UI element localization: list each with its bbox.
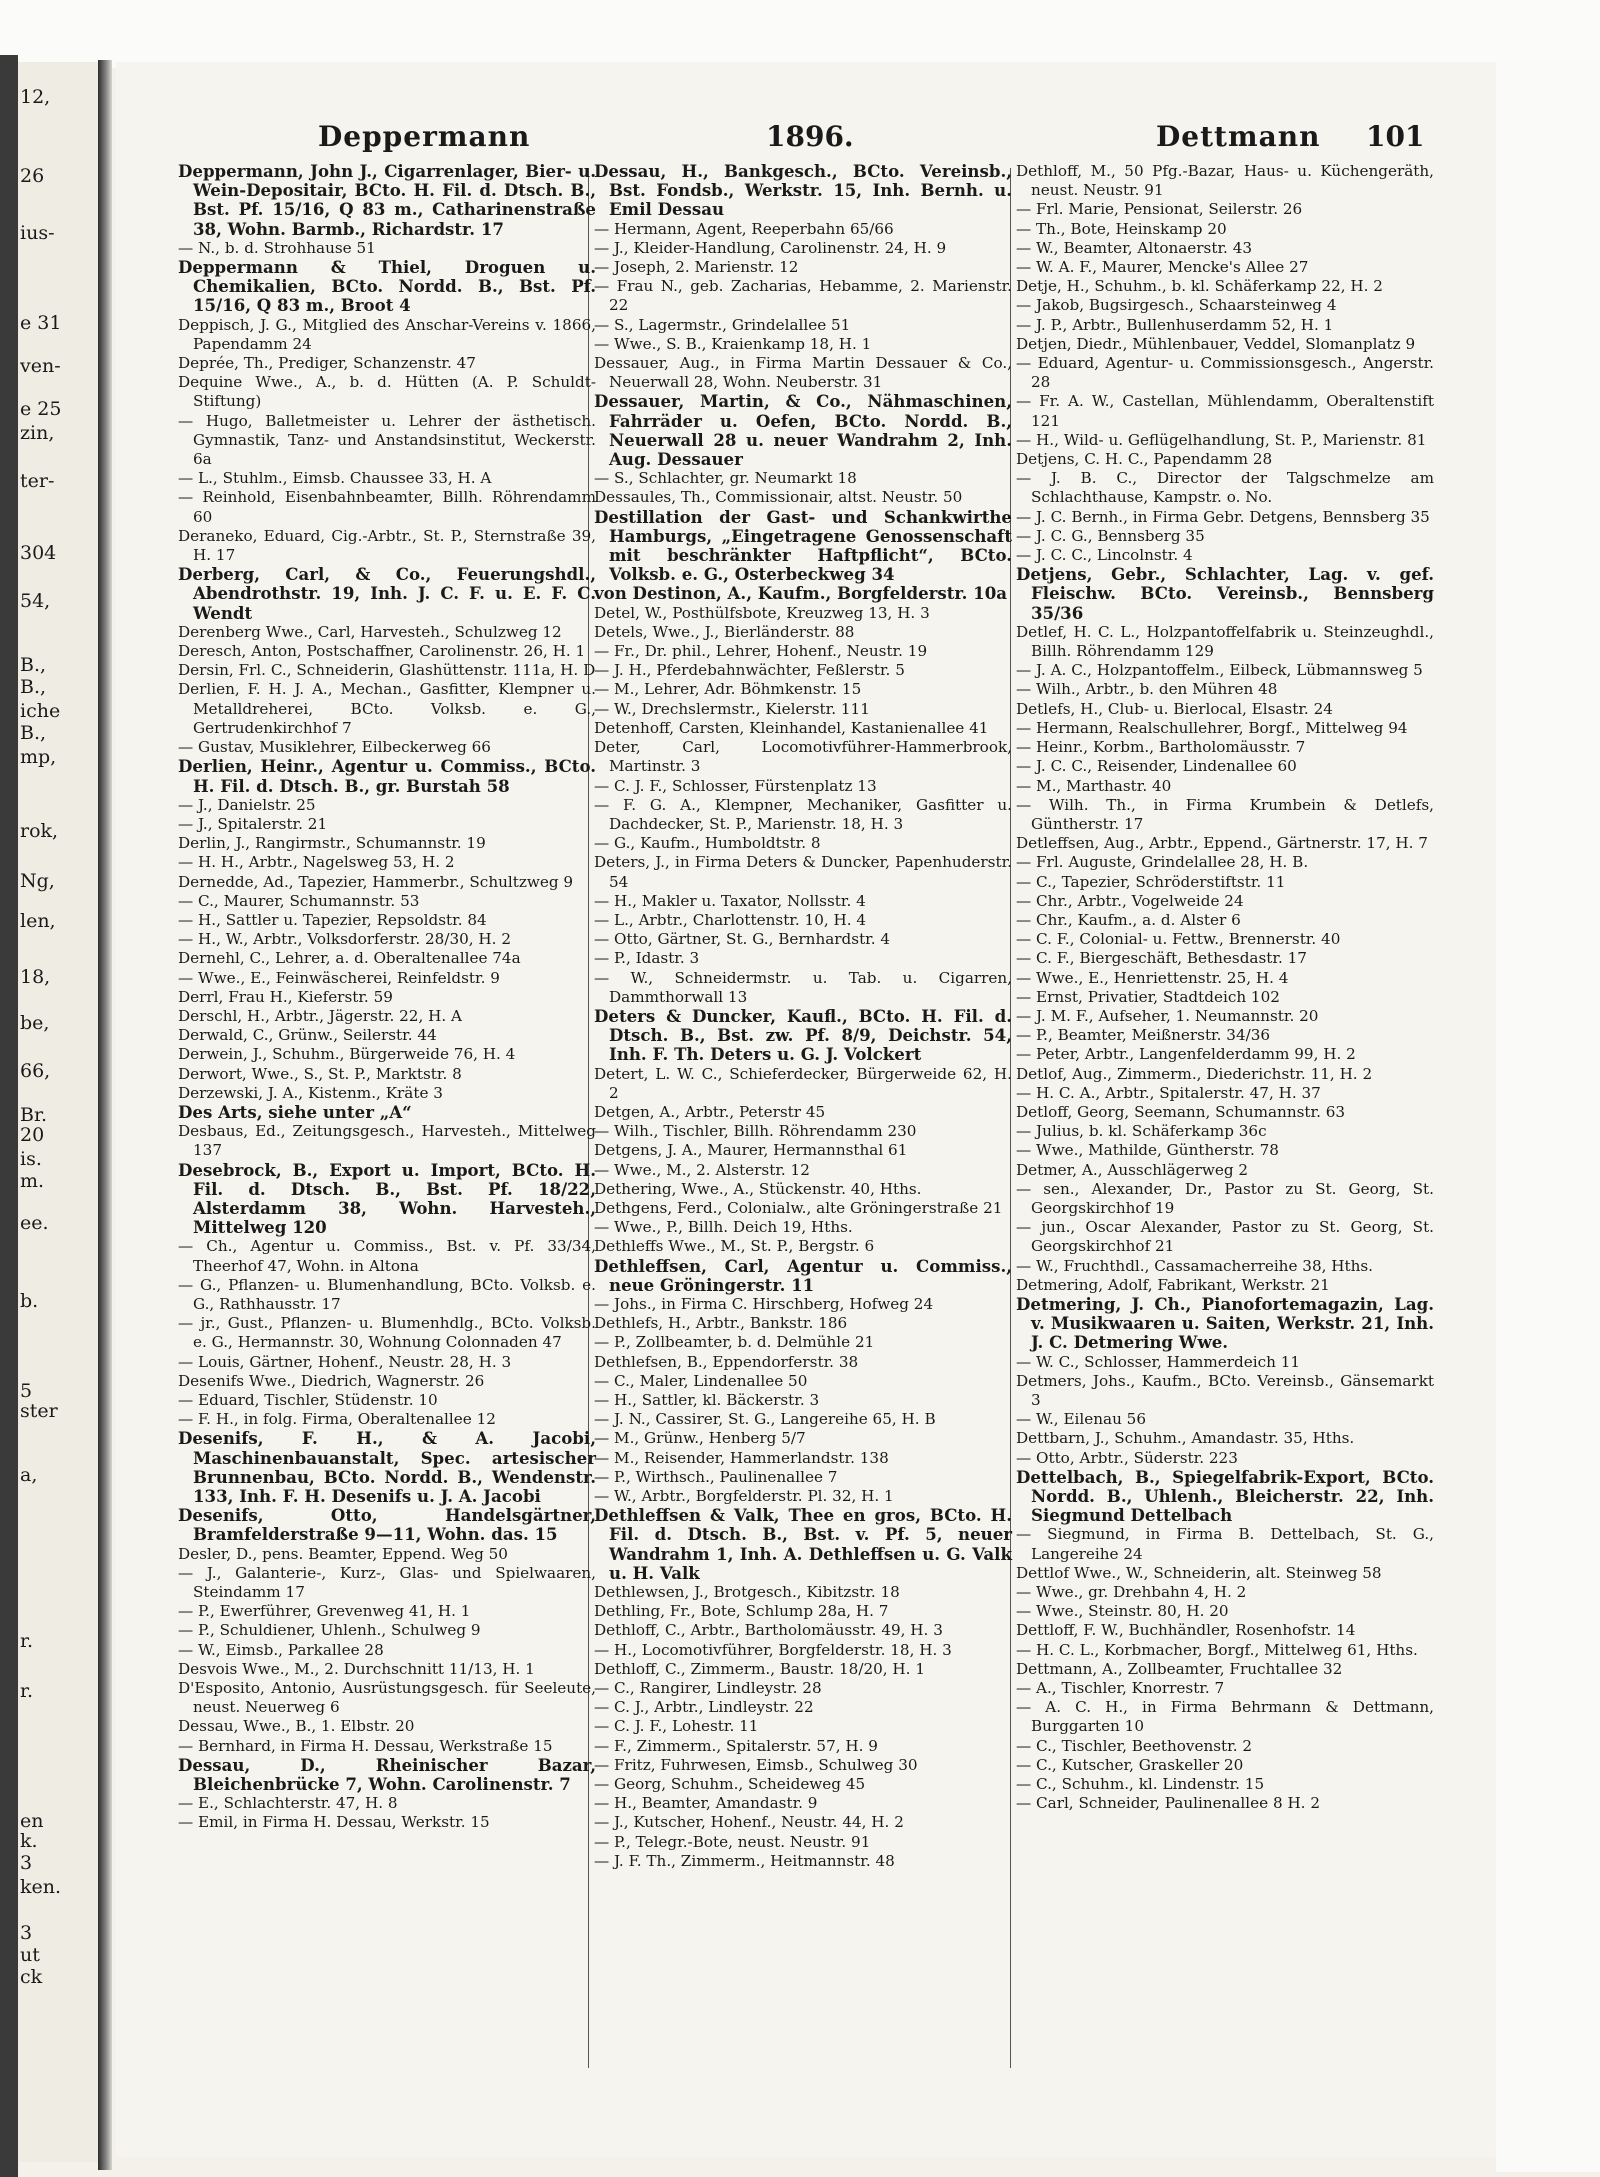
directory-entry: Derrl, Frau H., Kieferstr. 59 xyxy=(178,987,393,1006)
previous-page-text-fragment: 26 xyxy=(20,165,45,187)
directory-entry: — M., Lehrer, Adr. Böhmkenstr. 15 xyxy=(594,680,862,699)
directory-entry: — Wwe., Steinstr. 80, H. 20 xyxy=(1016,1602,1229,1621)
directory-entry: — Hermann, Realschullehrer, Borgf., Mittelweg 94 xyxy=(1016,718,1408,737)
directory-entry: — P., Beamter, Meißnerstr. 34/36 xyxy=(1016,1026,1271,1045)
previous-page-text-fragment: e 31 xyxy=(20,312,62,334)
directory-entry: — H. C. A., Arbtr., Spitalerstr. 47, H. 37 xyxy=(1016,1083,1321,1102)
directory-entry: Desvois Wwe., M., 2. Durchschnitt 11/13, H. 1 xyxy=(178,1659,535,1678)
previous-page-text-fragment: B., xyxy=(20,722,47,744)
directory-entry: — G., Pflanzen- u. Blumenhandlung, BCto. Volksb. e. G., Rathhausstr. 17 xyxy=(178,1275,596,1313)
directory-entry: — J. F. Th., Zimmerm., Heitmannstr. 48 xyxy=(594,1851,895,1870)
directory-entry: — H., Locomotivführer, Borgfelderstr. 18, H. 3 xyxy=(594,1640,952,1659)
directory-entry: — Peter, Arbtr., Langenfelderdamm 99, H. 2 xyxy=(1016,1045,1356,1064)
directory-entry: — H., W., Arbtr., Volksdorferstr. 28/30, H. 2 xyxy=(178,930,511,949)
directory-entry: — Wilh., Arbtr., b. den Mühren 48 xyxy=(1016,680,1278,699)
directory-entry: — J., Galanterie-, Kurz-, Glas- und Spielwaaren, Steindamm 17 xyxy=(178,1563,596,1602)
directory-entry: Detmer, A., Ausschlägerweg 2 xyxy=(1016,1160,1249,1179)
directory-entry: Detel, W., Posthülfsbote, Kreuzweg 13, H. 3 xyxy=(594,603,930,622)
directory-entry: — H., Sattler u. Tapezier, Repsoldstr. 84 xyxy=(178,910,487,929)
directory-entry: — Hugo, Balletmeister u. Lehrer der ästhetisch. Gymnastik, Tanz- und Anstandsinstitut, Weckerstr. 6a xyxy=(178,411,596,469)
directory-entry: Deppermann, John J., Cigarrenlager, Bier- u. Wein-Depositair, BCto. H. Fil. d. Dtsch. B., Bst. Pf. 15/16, Q 83 m., Catharinenstraße 38, Wohn. Barmb., Richardstr. 17 xyxy=(178,161,596,239)
directory-entry: — F. G. A., Klempner, Mechaniker, Gasfitter u. Dachdecker, St. P., Marienstr. 18, H. 3 xyxy=(594,795,1012,833)
directory-entry: Deresch, Anton, Postschaffner, Carolinenstr. 26, H. 1 xyxy=(178,642,586,661)
previous-page-text-fragment: mp, xyxy=(20,746,57,768)
directory-entry: Deprée, Th., Prediger, Schanzenstr. 47 xyxy=(178,354,476,373)
directory-entry: — W., Eilenau 56 xyxy=(1016,1410,1147,1429)
directory-entry: — L., Stuhlm., Eimsb. Chaussee 33, H. A xyxy=(178,469,492,488)
directory-entry: — Louis, Gärtner, Hohenf., Neustr. 28, H. 3 xyxy=(178,1352,512,1371)
directory-entry: — Wilh., Tischler, Billh. Röhrendamm 230 xyxy=(594,1122,917,1141)
directory-entry: Detjens, C. H. C., Papendamm 28 xyxy=(1016,450,1273,469)
directory-entry: Desler, D., pens. Beamter, Eppend. Weg 50 xyxy=(178,1544,508,1563)
directory-entry: Desenifs, F. H., & A. Jacobi, Maschinenbauanstalt, Spec. artesischer Brunnenbau, BCto. Nordd. B., Wendenstr. 133, Inh. F. H. Desenifs u. J. A. Jacobi xyxy=(178,1428,596,1507)
directory-entry: — J., Danielstr. 25 xyxy=(178,795,316,814)
directory-entry: Dethleffsen & Valk, Thee en gros, BCto. H. Fil. d. Dtsch. B., Bst. v. Pf. 5, neuer Wandrahm 1, Inh. A. Dethleffsen u. G. Valk u. H. Valk xyxy=(594,1505,1012,1583)
directory-entry: — A. C. H., in Firma Behrmann & Dettmann, Burggarten 10 xyxy=(1016,1698,1434,1736)
directory-entry: Dettmann, A., Zollbeamter, Fruchtallee 32 xyxy=(1016,1659,1343,1678)
previous-page-text-fragment: zin, xyxy=(20,422,55,444)
directory-entry: — W. C., Schlosser, Hammerdeich 11 xyxy=(1016,1352,1301,1371)
directory-entry: — W., Beamter, Altonaerstr. 43 xyxy=(1016,238,1253,257)
directory-entry: Detmers, Johs., Kaufm., BCto. Vereinsb., Gänsemarkt 3 xyxy=(1016,1371,1434,1409)
previous-page-text-fragment: be, xyxy=(20,1012,50,1034)
directory-entry: — L., Arbtr., Charlottenstr. 10, H. 4 xyxy=(594,910,867,929)
directory-entry: — jun., Oscar Alexander, Pastor zu St. Georg, St. Georgskirchhof 21 xyxy=(1016,1218,1434,1256)
directory-page xyxy=(116,62,1496,2157)
directory-entry: — Wwe., gr. Drehbahn 4, H. 2 xyxy=(1016,1583,1247,1602)
directory-entry: — Reinhold, Eisenbahnbeamter, Billh. Röhrendamm 60 xyxy=(178,488,596,526)
directory-entry: — Heinr., Korbm., Bartholomäusstr. 7 xyxy=(1016,738,1306,757)
directory-entry: — Jakob, Bugsirgesch., Schaarsteinweg 4 xyxy=(1016,296,1337,315)
directory-entry: — Frl. Auguste, Grindelallee 28, H. B. xyxy=(1016,853,1309,872)
directory-entry: — W., Arbtr., Borgfelderstr. Pl. 32, H. 1 xyxy=(594,1487,894,1506)
directory-entry: — Gustav, Musiklehrer, Eilbeckerweg 66 xyxy=(178,738,491,757)
directory-entry: — Julius, b. kl. Schäferkamp 36c xyxy=(1016,1122,1267,1141)
directory-entry: — W., Fruchthdl., Cassamacherreihe 38, Hths. xyxy=(1016,1256,1374,1275)
directory-entry: von Destinon, A., Kaufm., Borgfelderstr. 10a xyxy=(594,583,1007,604)
directory-entry: — J., Kleider-Handlung, Carolinenstr. 24, H. 9 xyxy=(594,238,947,257)
directory-entry: — C. J. F., Lohestr. 11 xyxy=(594,1717,759,1736)
directory-entry: — P., Telegr.-Bote, neust. Neustr. 91 xyxy=(594,1832,871,1851)
directory-entry: Desebrock, B., Export u. Import, BCto. H. Fil. d. Dtsch. B., Bst. Pf. 18/22, Alsterdamm 38, Wohn. Harvesteh., Mittelweg 120 xyxy=(178,1159,596,1238)
directory-entry: — J. M. F., Aufseher, 1. Neumannstr. 20 xyxy=(1016,1006,1319,1025)
directory-entry: — Fr. A. W., Castellan, Mühlendamm, Oberaltenstift 121 xyxy=(1016,392,1434,430)
previous-page-text-fragment: B., xyxy=(20,654,47,676)
directory-entry: Derenberg Wwe., Carl, Harvesteh., Schulzweg 12 xyxy=(178,622,562,641)
directory-entry: Dessauer, Aug., in Firma Martin Dessauer & Co., Neuerwall 28, Wohn. Neuberstr. 31 xyxy=(594,354,1012,392)
directory-entry: Dethlefs, H., Arbtr., Bankstr. 186 xyxy=(594,1314,848,1333)
running-header xyxy=(116,120,1496,160)
previous-page-text-fragment: a, xyxy=(20,1464,38,1486)
directory-entry: — J. N., Cassirer, St. G., Langereihe 65, H. B xyxy=(594,1410,936,1429)
directory-entry: — W., Schneidermstr. u. Tab. u. Cigarren, Dammthorwall 13 xyxy=(594,968,1012,1006)
directory-entry: Desenifs Wwe., Diedrich, Wagnerstr. 26 xyxy=(178,1371,485,1390)
directory-entry: — J., Spitalerstr. 21 xyxy=(178,814,328,833)
previous-page-text-fragment: Br. xyxy=(20,1104,47,1126)
directory-entry: Dethgens, Ferd., Colonialw., alte Gröningerstraße 21 xyxy=(594,1198,1003,1217)
directory-entry: — J. C. C., Lincolnstr. 4 xyxy=(1016,546,1193,565)
directory-entry: — J., Kutscher, Hohenf., Neustr. 44, H. 2 xyxy=(594,1813,904,1832)
directory-entry: — F. H., in folg. Firma, Oberaltenallee 12 xyxy=(178,1410,496,1429)
directory-entry: Dessaules, Th., Commissionair, altst. Neustr. 50 xyxy=(594,488,963,507)
directory-entry: — F., Zimmerm., Spitalerstr. 57, H. 9 xyxy=(594,1736,878,1755)
directory-entry: Dettbarn, J., Schuhm., Amandastr. 35, Hths. xyxy=(1016,1429,1355,1448)
directory-entry: Dettloff, F. W., Buchhändler, Rosenhofstr. 14 xyxy=(1016,1621,1356,1640)
directory-entry: Deter, Carl, Locomotivführer-Hammerbrook, Martinstr. 3 xyxy=(594,738,1012,776)
directory-entry: — H., Wild- u. Geflügelhandlung, St. P., Marienstr. 81 xyxy=(1016,430,1427,449)
directory-entry: — Wwe., E., Henriettenstr. 25, H. 4 xyxy=(1016,968,1289,987)
directory-entry: Derwald, C., Grünw., Seilerstr. 44 xyxy=(178,1026,437,1045)
previous-page-text-fragment: Ng, xyxy=(20,870,55,892)
directory-entry: — M., Marthastr. 40 xyxy=(1016,776,1172,795)
previous-page-text-fragment: r. xyxy=(20,1630,34,1652)
directory-entry: — Frau N., geb. Zacharias, Hebamme, 2. Marienstr. 22 xyxy=(594,277,1012,315)
column-3 xyxy=(1016,162,1434,1813)
previous-page-text-fragment: iche xyxy=(20,700,61,722)
directory-entry: D'Esposito, Antonio, Ausrüstungsgesch. für Seeleute, neust. Neuerweg 6 xyxy=(178,1679,596,1717)
directory-entry: — Emil, in Firma H. Dessau, Werkstr. 15 xyxy=(178,1813,490,1832)
previous-page-text-fragment: 304 xyxy=(20,542,57,564)
directory-entry: — S., Schlachter, gr. Neumarkt 18 xyxy=(594,469,857,488)
directory-entry: — J. C. C., Reisender, Lindenallee 60 xyxy=(1016,757,1297,776)
directory-entry: Dersin, Frl. C., Schneiderin, Glashüttenstr. 111a, H. D xyxy=(178,661,596,680)
directory-entry: — Johs., in Firma C. Hirschberg, Hofweg 24 xyxy=(594,1294,934,1313)
directory-entry: — C. J. F., Schlosser, Fürstenplatz 13 xyxy=(594,776,877,795)
directory-entry: — M., Grünw., Henberg 5/7 xyxy=(594,1429,806,1448)
directory-entry: Dessau, H., Bankgesch., BCto. Vereinsb., Bst. Fondsb., Werkstr. 15, Inh. Bernh. u. Emil Dessau xyxy=(594,161,1012,220)
directory-entry: — H., Sattler, kl. Bäckerstr. 3 xyxy=(594,1391,820,1409)
directory-entry: — Wwe., M., 2. Alsterstr. 12 xyxy=(594,1160,810,1179)
previous-page-text-fragment: en xyxy=(20,1810,44,1832)
directory-entry: Dethling, Fr., Bote, Schlump 28a, H. 7 xyxy=(594,1602,889,1621)
directory-entry: — M., Reisender, Hammerlandstr. 138 xyxy=(594,1448,889,1467)
directory-entry: Derzewski, J. A., Kistenm., Kräte 3 xyxy=(178,1083,443,1102)
previous-page-text-fragment: 18, xyxy=(20,966,51,988)
previous-page-text-fragment: rok, xyxy=(20,820,59,842)
directory-entry: — H., Beamter, Amandastr. 9 xyxy=(594,1794,818,1813)
directory-entry: — Hermann, Agent, Reeperbahn 65/66 xyxy=(594,219,894,238)
previous-page-fragment xyxy=(18,62,100,2162)
book-gutter xyxy=(98,60,112,2170)
directory-entry: — E., Schlachterstr. 47, H. 8 xyxy=(178,1794,398,1813)
previous-page-text-fragment: b. xyxy=(20,1290,39,1312)
directory-entry: Detloff, Georg, Seemann, Schumannstr. 63 xyxy=(1016,1102,1346,1121)
directory-entry: Dequine Wwe., A., b. d. Hütten (A. P. Schuldt-Stiftung) xyxy=(178,373,596,411)
previous-page-text-fragment: ster xyxy=(20,1400,58,1422)
directory-entry: — Otto, Gärtner, St. G., Bernhardstr. 4 xyxy=(594,930,891,949)
directory-entry: — Fr., Dr. phil., Lehrer, Hohenf., Neustr. 19 xyxy=(594,642,928,661)
directory-entry: — C. F., Colonial- u. Fettw., Brennerstr. 40 xyxy=(1016,930,1341,949)
previous-page-text-fragment: ven- xyxy=(20,355,61,377)
directory-entry: — C., Tischler, Beethovenstr. 2 xyxy=(1016,1736,1253,1755)
directory-entry: — Eduard, Agentur- u. Commissionsgesch., Angerstr. 28 xyxy=(1016,354,1434,392)
directory-entry: Derwein, J., Schuhm., Bürgerweide 76, H. 4 xyxy=(178,1045,516,1064)
header-left-keyword: Deppermann xyxy=(318,120,531,153)
directory-entry: — Wwe., S. B., Kraienkamp 18, H. 1 xyxy=(594,334,872,353)
directory-entry: — S., Lagermstr., Grindelallee 51 xyxy=(594,315,851,334)
directory-entry: Dernehl, C., Lehrer, a. d. Oberaltenallee 74a xyxy=(178,949,521,968)
directory-entry: — Siegmund, in Firma B. Dettelbach, St. G., Langereihe 24 xyxy=(1016,1525,1434,1563)
directory-entry: Des Arts, siehe unter „A“ xyxy=(178,1101,412,1122)
directory-entry: — Carl, Schneider, Paulinenallee 8 H. 2 xyxy=(1016,1794,1321,1813)
previous-page-text-fragment: ut xyxy=(20,1944,40,1966)
directory-entry: Detgen, A., Arbtr., Peterstr 45 xyxy=(594,1102,826,1121)
directory-entry: — Th., Bote, Heinskamp 20 xyxy=(1016,219,1227,238)
directory-entry: — C. J., Arbtr., Lindleystr. 22 xyxy=(594,1698,814,1717)
directory-entry: Deppermann & Thiel, Droguen u. Chemikalien, BCto. Nordd. B., Bst. Pf. 15/16, Q 83 m., Broot 4 xyxy=(178,257,596,316)
directory-entry: Detels, Wwe., J., Bierländerstr. 88 xyxy=(594,622,855,641)
directory-entry: Deppisch, J. G., Mitglied des Anschar-Vereins v. 1866, Papendamm 24 xyxy=(178,315,596,353)
directory-entry: — Wilh. Th., in Firma Krumbein & Detlefs, Güntherstr. 17 xyxy=(1016,795,1434,833)
directory-entry: — P., Ewerführer, Grevenweg 41, H. 1 xyxy=(178,1602,471,1621)
column-1 xyxy=(178,162,596,1833)
directory-entry: Detmering, Adolf, Fabrikant, Werkstr. 21 xyxy=(1016,1275,1330,1294)
directory-entry: — H., Makler u. Taxator, Nollsstr. 4 xyxy=(594,891,866,910)
directory-entry: Detmering, J. Ch., Pianofortemagazin, Lag. v. Musikwaaren u. Saiten, Werkstr. 21, Inh. J. C. Detmering Wwe. xyxy=(1016,1293,1434,1353)
directory-entry: — C., Maler, Lindenallee 50 xyxy=(594,1371,808,1390)
previous-page-text-fragment: is. xyxy=(20,1148,42,1170)
directory-entry: Deters & Duncker, Kaufl., BCto. H. Fil. d. Dtsch. B., Bst. zw. Pf. 8/9, Deichstr. 54, Inh. F. Th. Deters u. G. J. Volckert xyxy=(594,1005,1012,1065)
directory-entry: — W., Drechslermstr., Kielerstr. 111 xyxy=(594,699,870,718)
directory-entry: Desbaus, Ed., Zeitungsgesch., Harvesteh., Mittelweg 137 xyxy=(178,1122,596,1160)
previous-page-text-fragment: len, xyxy=(20,910,56,932)
directory-entry: Detleffsen, Aug., Arbtr., Eppend., Gärtnerstr. 17, H. 7 xyxy=(1016,834,1428,853)
directory-entry: Dethleffsen, Carl, Agentur u. Commiss., neue Gröningerstr. 11 xyxy=(594,1255,1012,1295)
directory-entry: — H. C. L., Korbmacher, Borgf., Mittelweg 61, Hths. xyxy=(1016,1640,1418,1659)
directory-entry: — Wwe., E., Feinwäscherei, Reinfeldstr. 9 xyxy=(178,968,500,987)
directory-entry: — C., Maurer, Schumannstr. 53 xyxy=(178,891,420,910)
directory-entry: — J. C. Bernh., in Firma Gebr. Detgens, Bennsberg 35 xyxy=(1016,507,1430,526)
directory-entry: Detgens, J. A., Maurer, Hermannsthal 61 xyxy=(594,1141,908,1160)
directory-entry: — Frl. Marie, Pensionat, Seilerstr. 26 xyxy=(1016,200,1303,219)
directory-entry: Dethloff, C., Arbtr., Bartholomäusstr. 49, H. 3 xyxy=(594,1621,943,1640)
directory-entry: Deters, J., in Firma Deters & Duncker, Papenhuderstr. 54 xyxy=(594,853,1012,891)
previous-page-text-fragment: m. xyxy=(20,1170,45,1192)
previous-page-text-fragment: B., xyxy=(20,676,47,698)
previous-page-text-fragment: ius- xyxy=(20,222,55,244)
directory-entry: Detjens, Gebr., Schlachter, Lag. v. gef. Fleischw. BCto. Vereinsb., Bennsberg 35/36 xyxy=(1016,564,1434,623)
directory-entry: — J. H., Pferdebahnwächter, Feßlerstr. 5 xyxy=(594,661,905,680)
directory-entry: — Chr., Kaufm., a. d. Alster 6 xyxy=(1016,910,1241,929)
directory-entry: Desenifs, Otto, Handelsgärtner, Bramfelderstraße 9—11, Wohn. das. 15 xyxy=(178,1505,596,1545)
directory-entry: — Ch., Agentur u. Commiss., Bst. v. Pf. 33/34, Theerhof 47, Wohn. in Altona xyxy=(178,1237,596,1275)
directory-entry: — J. P., Arbtr., Bullenhuserdamm 52, H. 1 xyxy=(1016,315,1334,334)
previous-page-text-fragment: e 25 xyxy=(20,398,62,420)
directory-entry: Dettelbach, B., Spiegelfabrik-Export, BCto. Nordd. B., Uhlenh., Bleicherstr. 22, Inh. Siegmund Dettelbach xyxy=(1016,1466,1434,1526)
header-year: 1896. xyxy=(766,120,854,153)
directory-entry: — C., Schuhm., kl. Lindenstr. 15 xyxy=(1016,1775,1265,1794)
directory-entry: Derlin, J., Rangirmstr., Schumannstr. 19 xyxy=(178,834,486,853)
directory-entry: Destillation der Gast- und Schankwirthe Hamburgs, „Eingetragene Genossenschaft mit beschränkter Haftpflicht“, BCto. Volksb. e. G., Osterbeckweg 34 xyxy=(594,506,1012,585)
directory-entry: — G., Kaufm., Humboldtstr. 8 xyxy=(594,834,821,853)
directory-entry: — Eduard, Tischler, Stüdenstr. 10 xyxy=(178,1391,438,1409)
directory-entry: — P., Idastr. 3 xyxy=(594,949,700,968)
directory-entry: — C., Kutscher, Graskeller 20 xyxy=(1016,1755,1244,1774)
directory-entry: Derwort, Wwe., S., St. P., Marktstr. 8 xyxy=(178,1064,462,1083)
previous-page-text-fragment: 12, xyxy=(20,86,51,108)
directory-entry: Derberg, Carl, & Co., Feuerungshdl., Abendrothstr. 19, Inh. J. C. F. u. E. F. C. Wendt xyxy=(178,564,596,623)
column-2 xyxy=(594,162,1012,1871)
directory-entry: — J. C. G., Bennsberg 35 xyxy=(1016,526,1205,545)
previous-page-text-fragment: 20 xyxy=(20,1124,45,1146)
directory-entry: Dethloff, C., Zimmerm., Baustr. 18/20, H. 1 xyxy=(594,1659,925,1678)
directory-entry: — Georg, Schuhm., Scheideweg 45 xyxy=(594,1775,866,1794)
previous-page-text-fragment: ter- xyxy=(20,470,55,492)
directory-entry: Dethlewsen, J., Brotgesch., Kibitzstr. 18 xyxy=(594,1583,900,1602)
directory-entry: Detert, L. W. C., Schieferdecker, Bürgerweide 62, H. 2 xyxy=(594,1064,1012,1102)
directory-entry: — Joseph, 2. Marienstr. 12 xyxy=(594,258,799,277)
directory-entry: Dethering, Wwe., A., Stückenstr. 40, Hths. xyxy=(594,1179,922,1198)
directory-entry: — Bernhard, in Firma H. Dessau, Werkstraße 15 xyxy=(178,1736,553,1755)
previous-page-text-fragment: ck xyxy=(20,1966,43,1988)
directory-entry: — Wwe., P., Billh. Deich 19, Hths. xyxy=(594,1218,853,1237)
previous-page-text-fragment: ee. xyxy=(20,1212,49,1234)
directory-entry: Dethlefsen, B., Eppendorferstr. 38 xyxy=(594,1352,859,1371)
directory-entry: Deraneko, Eduard, Cig.-Arbtr., St. P., Sternstraße 39, H. 17 xyxy=(178,526,596,565)
directory-entry: Detjen, Diedr., Mühlenbauer, Veddel, Slomanplatz 9 xyxy=(1016,334,1416,353)
directory-entry: Dethleffs Wwe., M., St. P., Bergstr. 6 xyxy=(594,1237,875,1256)
previous-page-text-fragment: 54, xyxy=(20,590,51,612)
directory-entry: — Wwe., Mathilde, Güntherstr. 78 xyxy=(1016,1141,1279,1160)
previous-page-text-fragment: r. xyxy=(20,1680,34,1702)
directory-entry: Detlef, H. C. L., Holzpantoffelfabrik u. Steinzeughdl., Billh. Röhrendamm 129 xyxy=(1016,622,1434,661)
previous-page-text-fragment: 3 xyxy=(20,1852,33,1874)
directory-entry: — jr., Gust., Pflanzen- u. Blumenhdlg., BCto. Volksb. e. G., Hermannstr. 30, Wohnung Colonnaden 47 xyxy=(178,1314,596,1352)
directory-entry: Detje, H., Schuhm., b. kl. Schäferkamp 22, H. 2 xyxy=(1016,277,1383,296)
page-number: 101 xyxy=(1366,120,1425,153)
directory-entry: Dettlof Wwe., W., Schneiderin, alt. Steinweg 58 xyxy=(1016,1563,1382,1582)
directory-entry: — Fritz, Fuhrwesen, Eimsb., Schulweg 30 xyxy=(594,1755,918,1774)
directory-entry: — A., Tischler, Knorrestr. 7 xyxy=(1016,1679,1225,1698)
directory-entry: — P., Wirthsch., Paulinenallee 7 xyxy=(594,1467,838,1486)
directory-entry: Derlien, Heinr., Agentur u. Commiss., BCto. H. Fil. d. Dtsch. B., gr. Burstah 58 xyxy=(178,756,596,796)
directory-entry: Dernedde, Ad., Tapezier, Hammerbr., Schultzweg 9 xyxy=(178,872,574,891)
directory-entry: — W., Eimsb., Parkallee 28 xyxy=(178,1640,384,1659)
directory-entry: — N., b. d. Strohhause 51 xyxy=(178,238,376,257)
directory-entry: Dessau, D., Rheinischer Bazar, Bleichenbrücke 7, Wohn. Carolinenstr. 7 xyxy=(178,1754,596,1795)
directory-entry: Dessauer, Martin, & Co., Nähmaschinen, Fahrräder u. Oefen, BCto. Nordd. B., Neuerwall 28 u. neuer Wandrahm 2, Inh. Aug. Dessauer xyxy=(594,391,1012,470)
directory-entry: — Ernst, Privatier, Stadtdeich 102 xyxy=(1016,987,1280,1006)
directory-entry: — P., Zollbeamter, b. d. Delmühle 21 xyxy=(594,1333,875,1352)
directory-entry: — C. F., Biergeschäft, Bethesdastr. 17 xyxy=(1016,949,1307,968)
directory-entry: Derlien, F. H. J. A., Mechan., Gasfitter, Klempner u. Metalldreherei, BCto. Volksb. e. G., Gertrudenkirchhof 7 xyxy=(178,680,596,737)
scan-edge-shadow xyxy=(0,55,18,2177)
scan-top-margin xyxy=(0,0,1600,68)
directory-entry: — W. A. F., Maurer, Mencke's Allee 27 xyxy=(1016,258,1309,277)
directory-entry: Dessau, Wwe., B., 1. Elbstr. 20 xyxy=(178,1717,415,1736)
directory-entry: — J. B. C., Director der Talgschmelze am Schlachthause, Kampstr. o. No. xyxy=(1016,469,1434,507)
directory-entry: — H. H., Arbtr., Nagelsweg 53, H. 2 xyxy=(178,853,455,872)
directory-entry: — sen., Alexander, Dr., Pastor zu St. Georg, St. Georgskirchhof 19 xyxy=(1016,1179,1434,1217)
directory-entry: — C., Tapezier, Schröderstiftstr. 11 xyxy=(1016,872,1286,891)
previous-page-text-fragment: k. xyxy=(20,1830,38,1852)
previous-page-text-fragment: ken. xyxy=(20,1876,62,1898)
directory-entry: Detlof, Aug., Zimmerm., Diederichstr. 11, H. 2 xyxy=(1016,1064,1373,1083)
right-scan-margin xyxy=(1496,62,1600,2172)
directory-entry: — P., Schuldiener, Uhlenh., Schulweg 9 xyxy=(178,1621,481,1640)
directory-entry: — J. A. C., Holzpantoffelm., Eilbeck, Lübmannsweg 5 xyxy=(1016,661,1423,680)
directory-entry: — Chr., Arbtr., Vogelweide 24 xyxy=(1016,891,1244,910)
header-right-keyword: Dettmann xyxy=(1156,120,1321,153)
directory-entry: — C., Rangirer, Lindleystr. 28 xyxy=(594,1679,822,1698)
directory-entry: Detenhoff, Carsten, Kleinhandel, Kastanienallee 41 xyxy=(594,718,989,737)
previous-page-text-fragment: 5 xyxy=(20,1380,33,1402)
directory-entry: Derschl, H., Arbtr., Jägerstr. 22, H. A xyxy=(178,1006,462,1025)
directory-entry: — Otto, Arbtr., Süderstr. 223 xyxy=(1016,1448,1238,1467)
directory-entry: Detlefs, H., Club- u. Bierlocal, Elsastr. 24 xyxy=(1016,699,1333,718)
previous-page-text-fragment: 3 xyxy=(20,1922,33,1944)
directory-entry: Dethloff, M., 50 Pfg.-Bazar, Haus- u. Küchengeräth, neust. Neustr. 91 xyxy=(1016,162,1434,200)
previous-page-text-fragment: 66, xyxy=(20,1060,51,1082)
